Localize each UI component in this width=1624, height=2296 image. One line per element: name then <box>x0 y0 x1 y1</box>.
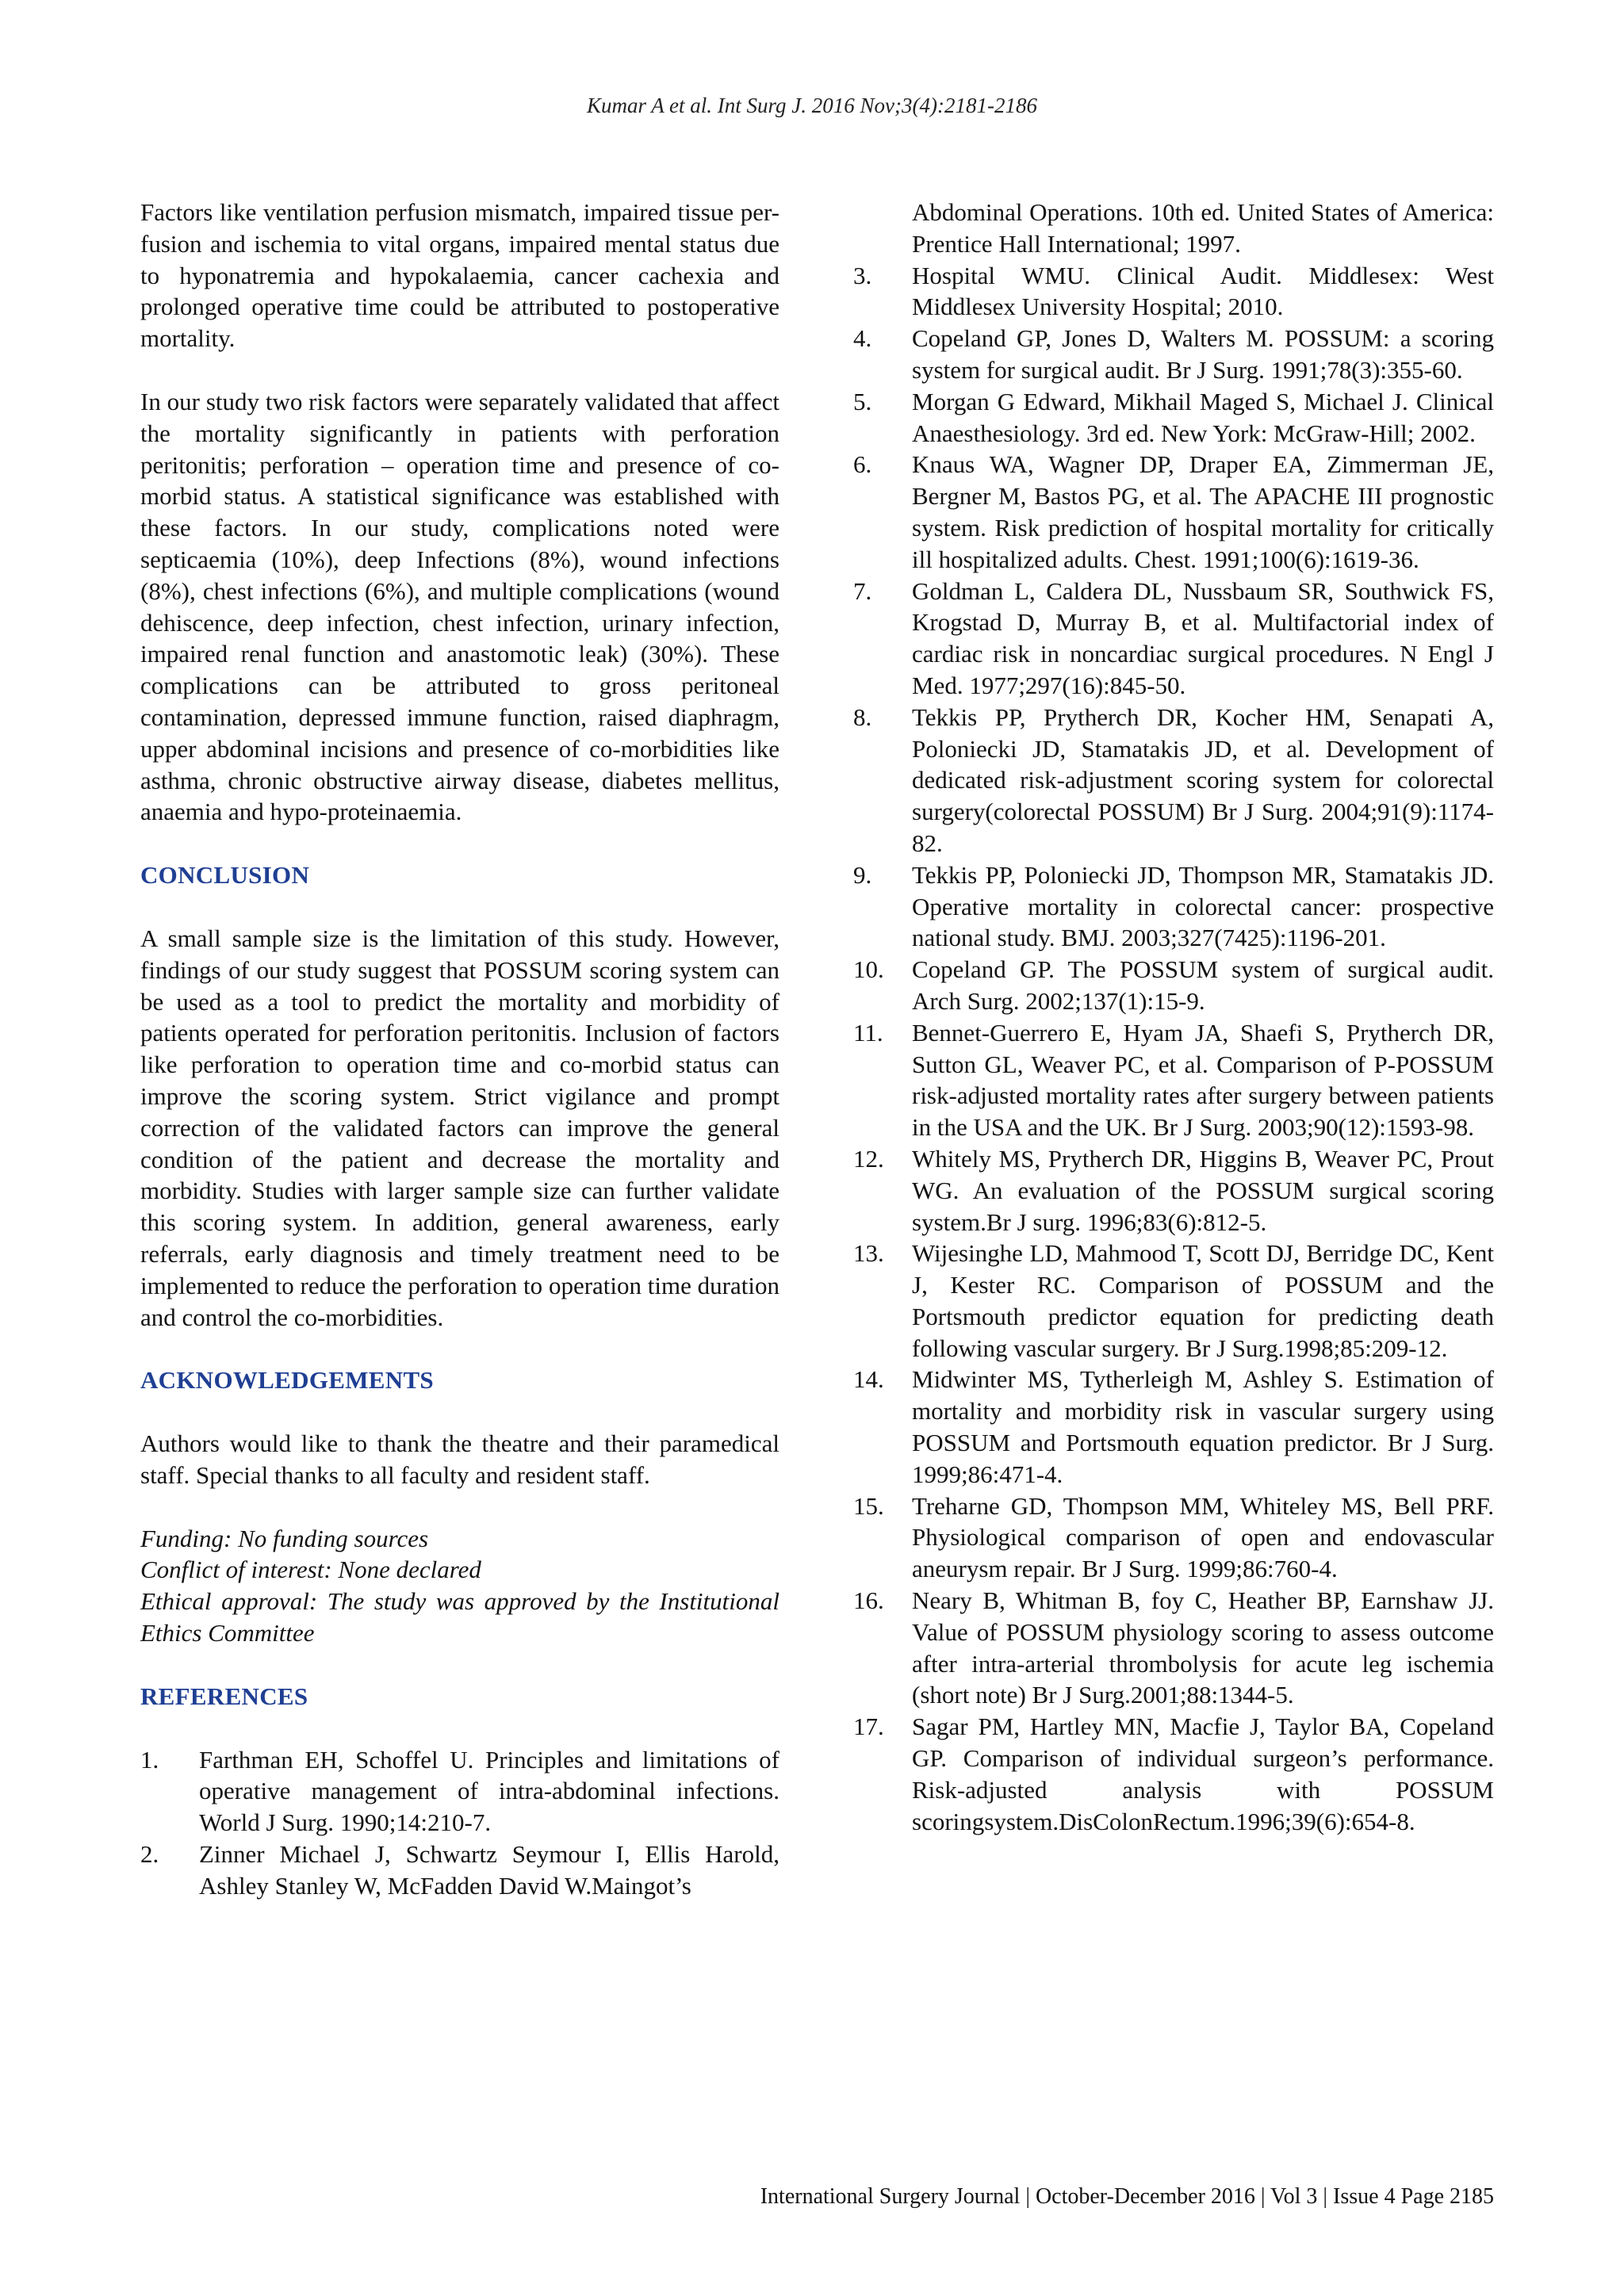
reference-text: Goldman L, Caldera DL, Nussbaum SR, Southwick FS, Krogstad D, Murray B, et al. Multifactorial index of cardiac risk in noncardiac surgical procedures. N Engl J Med. 1977;297(16):845-50. <box>912 576 1494 699</box>
reference-text: Sagar PM, Hartley MN, Macfie J, Taylor BA, Copeland GP. Comparison of individual surgeon’s performance. Risk-adjusted analysis with POSSUM scoringsystem.DisColonRectum.1996;39(6):654-8. <box>912 1712 1494 1835</box>
reference-number: 6. <box>853 450 872 479</box>
reference-text: Copeland GP. The POSSUM system of surgical audit. Arch Surg. 2002;137(1):15-9. <box>912 955 1494 1015</box>
discussion-paragraph-2: In our study two risk factors were separately validated that affect the mortality significantly in patients with perforation peritonitis; perforation – operation time and presence of co-morbid status. A statistical significance was established with these factors. In our study, complications noted were septicaemia (10%), deep Infections (8%), wound infections (8%), chest infections (6%), and multiple complications (wound dehiscence, deep infection, chest infection, urinary infection, impaired renal function and anastomotic leak) (30%). These complications can be attributed to gross peritoneal contamination, depressed immune function, raised diaphragm, upper abdominal incisions and presence of co-morbidities like asthma, chronic obstructive airway disease, diabetes mellitus, anaemia and hypo-proteinaemia. <box>140 387 779 826</box>
references-heading: REFERENCES <box>140 1682 308 1710</box>
conclusion-heading: CONCLUSION <box>140 861 310 890</box>
reference-number: 8. <box>853 702 872 731</box>
reference-number: 2. <box>140 1840 159 1869</box>
reference-item <box>853 449 1494 575</box>
reference-item <box>853 1017 1494 1143</box>
reference-number: 13. <box>853 1239 884 1268</box>
reference-item <box>853 702 1494 859</box>
reference-number: 4. <box>853 324 872 353</box>
reference-text: Tekkis PP, Poloniecki JD, Thompson MR, Stamatakis JD. Operative mortality in colorectal cancer: prospective national study. BMJ. 2003;327(7425):1196-201. <box>912 860 1494 952</box>
page-footer: International Surgery Journal | October-December 2016 | Vol 3 | Issue 4 Page 2185 <box>760 2184 1494 2209</box>
conflict-statement: Conflict of interest: None declared <box>140 1556 481 1584</box>
acknowledgements-paragraph: Authors would like to thank the theatre and their paramedical staff. Special thanks to all faculty and resident staff. <box>140 1429 779 1489</box>
reference-item <box>853 386 1494 450</box>
reference-item <box>853 1238 1494 1364</box>
reference-item <box>853 260 1494 323</box>
reference-number: 10. <box>853 955 884 984</box>
reference-item <box>853 1585 1494 1711</box>
conclusion-paragraph: A small sample size is the limitation of this study. However, findings of our study suggest that POSSUM scoring system can be used as a tool to predict the mortality and morbidity of patients operated for perforation peritonitis. Inclusion of factors like perforation to operation time and co-morbid status can improve the scoring system. Strict vigilance and prompt correction of the validated factors can improve the general condition of the patient and decrease the mortality and morbidity. Studies with larger sample size can further validate this scoring system. In addition, general awareness, early referrals, early diagnosis and timely treatment need to be implemented to reduce the perforation to operation time duration and control the co-morbidities. <box>140 924 779 1331</box>
reference-text: Copeland GP, Jones D, Walters M. POSSUM: a scoring system for surgical audit. Br J Surg. 1991;78(3):355-60. <box>912 324 1494 384</box>
running-header: Kumar A et al. Int Surg J. 2016 Nov;3(4):2181-2186 <box>587 94 1037 117</box>
reference-item <box>853 576 1494 702</box>
reference-text: Bennet-Guerrero E, Hyam JA, Shaefi S, Prytherch DR, Sutton GL, Weaver PC, et al. Comparison of P-POSSUM risk-adjusted mortality rates after surgery between patients in the USA and the UK. Br J Surg. 2003;90(12):1593-98. <box>912 1018 1494 1142</box>
reference-number: 7. <box>853 576 872 605</box>
reference-number: 1. <box>140 1745 159 1774</box>
reference-item <box>853 954 1494 1017</box>
reference-item <box>853 1490 1494 1585</box>
reference-continuation: Abdominal Operations. 10th ed. United States of America: Prentice Hall International; 1997. <box>912 198 1494 258</box>
reference-number: 15. <box>853 1491 884 1520</box>
acknowledgements-heading: ACKNOWLEDGEMENTS <box>140 1366 434 1395</box>
reference-item <box>853 859 1494 954</box>
reference-number: 9. <box>853 860 872 889</box>
funding-statement: Funding: No funding sources <box>140 1524 429 1552</box>
reference-item <box>140 1744 779 1839</box>
reference-text: Whitely MS, Prytherch DR, Higgins B, Weaver PC, Prout WG. An evaluation of the POSSUM surgical scoring system.Br J surg. 1996;83(6):812-5. <box>912 1144 1494 1236</box>
reference-text: Midwinter MS, Tytherleigh M, Ashley S. Estimation of mortality and morbidity risk in vascular surgery using POSSUM and Portsmouth equation predictor. Br J Surg. 1999;86:471-4. <box>912 1365 1494 1488</box>
reference-item <box>140 1839 779 1902</box>
reference-number: 11. <box>853 1018 883 1047</box>
reference-item <box>853 1143 1494 1238</box>
reference-text: Treharne GD, Thompson MM, Whiteley MS, Bell PRF. Physiological comparison of open and endovascular aneurysm repair. Br J Surg. 1999;86:760-4. <box>912 1491 1494 1583</box>
reference-number: 3. <box>853 261 872 289</box>
reference-text: Farthman EH, Schoffel U. Principles and limitations of operative management of intra-abdominal infections. World J Surg. 1990;14:210-7. <box>199 1745 779 1837</box>
discussion-paragraph-1: Factors like ventilation perfusion mismatch, impaired tissue per-fusion and ischemia to vital organs, impaired mental status due to hyponatremia and hypokalaemia, cancer cachexia and prolonged operative time could be attributed to postoperative mortality. <box>140 198 779 353</box>
reference-item <box>853 1711 1494 1837</box>
reference-item <box>853 1364 1494 1490</box>
reference-number: 16. <box>853 1586 884 1615</box>
reference-text: Hospital WMU. Clinical Audit. Middlesex: West Middlesex University Hospital; 2010. <box>912 261 1494 321</box>
reference-number: 5. <box>853 387 872 415</box>
reference-text: Neary B, Whitman B, foy C, Heather BP, Earnshaw JJ. Value of POSSUM physiology scoring to assess outcome after intra-arterial thrombolysis for acute leg ischemia (short note) Br J Surg.2001;88:1344-5. <box>912 1586 1494 1709</box>
reference-number: 12. <box>853 1144 884 1173</box>
reference-item <box>853 323 1494 386</box>
reference-text: Zinner Michael J, Schwartz Seymour I, Ellis Harold, Ashley Stanley W, McFadden David W.Maingot’s <box>199 1840 779 1900</box>
reference-text: Tekkis PP, Prytherch DR, Kocher HM, Senapati A, Poloniecki JD, Stamatakis JD, et al. Development of dedicated risk-adjustment scoring system for colorectal surgery(colorectal POSSUM) Br J Surg. 2004;91(9):1174-82. <box>912 702 1494 857</box>
reference-text: Wijesinghe LD, Mahmood T, Scott DJ, Berridge DC, Kent J, Kester RC. Comparison of POSSUM and the Portsmouth predictor equation for predicting death following vascular surgery. Br J Surg.1998;85:209-12. <box>912 1239 1494 1362</box>
reference-number: 14. <box>853 1365 884 1394</box>
reference-number: 17. <box>853 1712 884 1741</box>
ethical-statement: Ethical approval: The study was approved by the Institutional Ethics Committee <box>140 1587 779 1647</box>
reference-text: Knaus WA, Wagner DP, Draper EA, Zimmerman JE, Bergner M, Bastos PG, et al. The APACHE III prognostic system. Risk prediction of hospital mortality for critically ill hospitalized adults. Chest. 1991;100(6):1619-36. <box>912 450 1494 573</box>
declarations <box>140 1523 779 1649</box>
reference-text: Morgan G Edward, Mikhail Maged S, Michael J. Clinical Anaesthesiology. 3rd ed. New York: McGraw-Hill; 2002. <box>912 387 1494 447</box>
left-column <box>140 197 779 1902</box>
right-column <box>853 197 1494 1837</box>
